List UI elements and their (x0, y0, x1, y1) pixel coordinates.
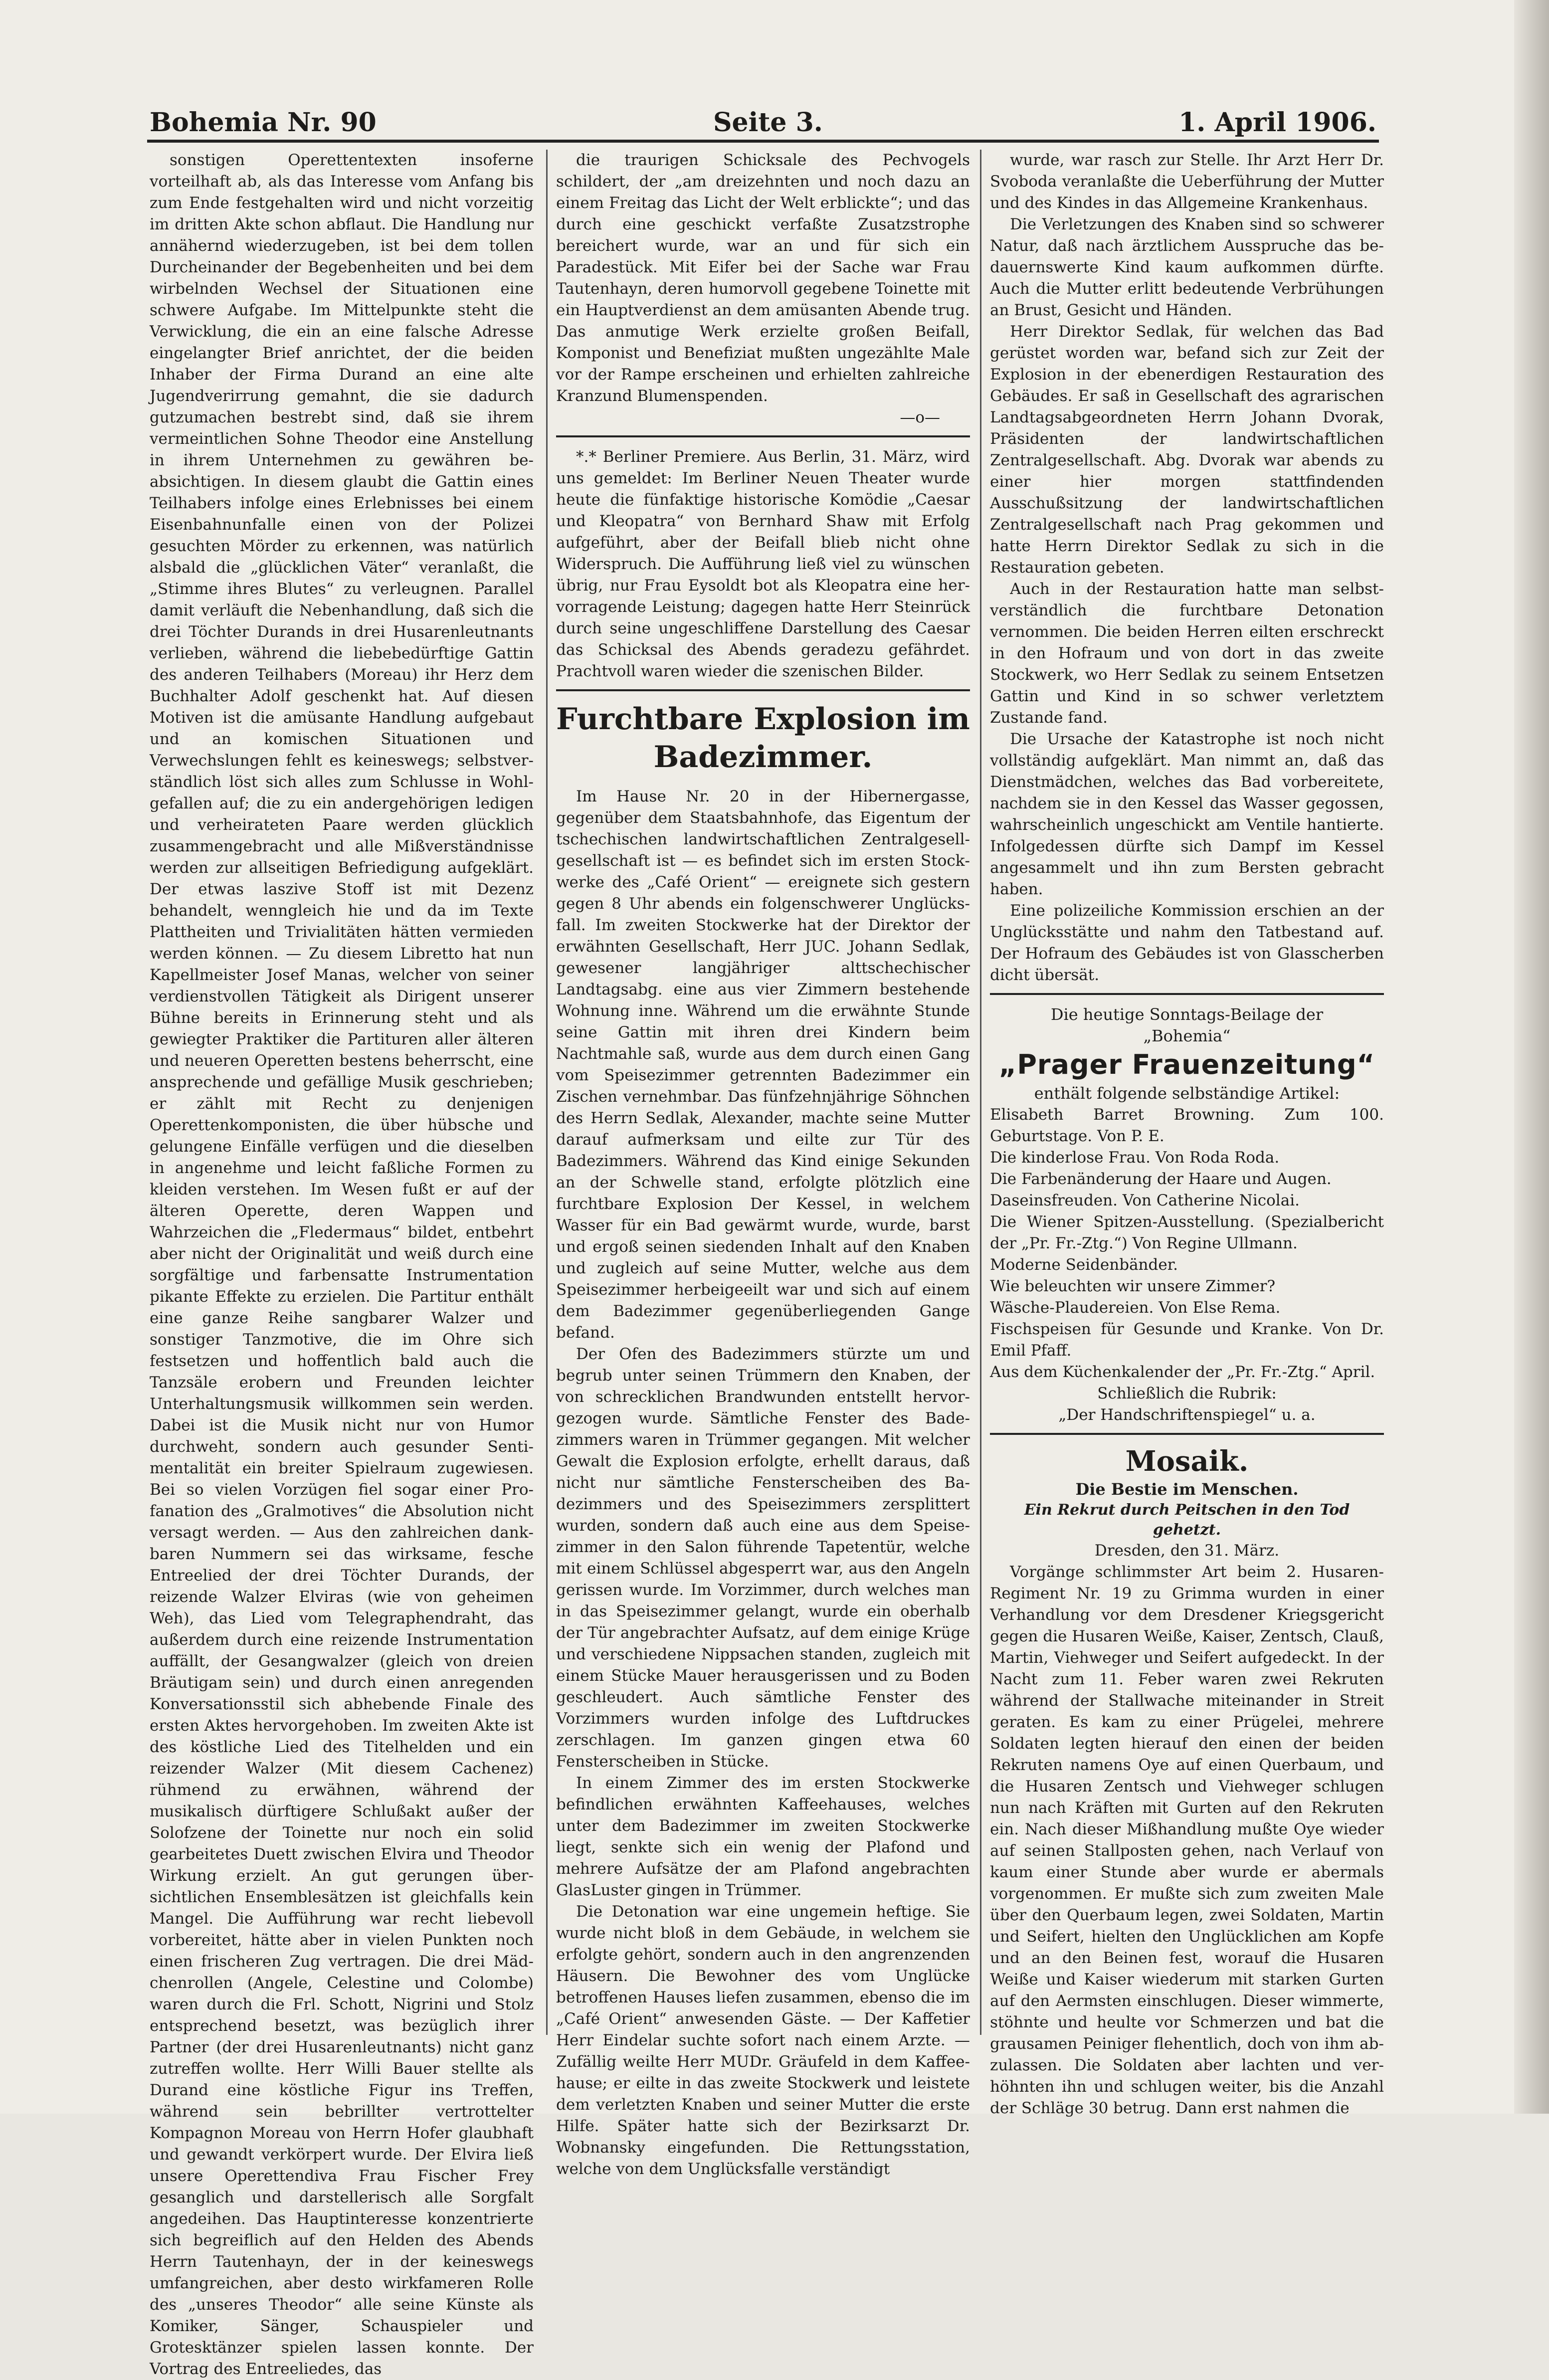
supplement-item: Elisabeth Barret Browning. Zum 100. Geburtstage. Von P. E. (990, 1106, 1384, 1145)
mosaik-section-title: Mosaik. (1125, 1445, 1249, 1478)
supplement-item: Die Wiener Spitzen-Ausstellung. (Spezialbericht der „Pr. Fr.-Ztg.“) Von Regine Ullmann. (990, 1213, 1384, 1252)
column-rule-2 (980, 150, 981, 2035)
mosaik-dateline: Dresden, den 31. März. (1094, 1542, 1280, 1560)
review-signature: —o— (900, 408, 940, 426)
supplement-item: Die Farbenänderung der Haare und Augen. (990, 1170, 1332, 1188)
column-3 (990, 150, 1384, 2117)
explosion-headline: Furchtbare Explosion im Badezimmer. (556, 702, 970, 775)
supplement-contents-intro: enthält folgende selbständige Artikel: (1034, 1084, 1340, 1103)
header-publication: Bohemia Nr. 90 (150, 107, 377, 138)
column-1 (150, 150, 534, 2378)
supplement-item: Wie beleuchten wir unsere Zimmer? (990, 1277, 1276, 1295)
supplement-closing: Schließlich die Rubrik: (1097, 1385, 1277, 1402)
section-divider (556, 435, 970, 437)
explosion-continued: Die Verletzungen des Knaben sind so schwerer Natur, daß nach ärztlichem Ausspruche das bedauernswerte Kind kaum aufkommen dürfte. Auch die Mutter erlitt bedeutende Verbrühungen an Brust, Gesicht und Händen. (990, 215, 1384, 319)
mosaik-article-title: Die Bestie im Menschen. (1075, 1480, 1299, 1499)
explosion-continued: Die Ursache der Katastrophe ist noch nicht vollständig aufgeklärt. Man nimmt an, daß das Dienstmädchen, welches das Bad vorbereitete, nachdem sie in den Kessel das Wasser gegossen, wahrscheinlich ungeschickt am Ventile hantierte. Infolgedessen dürfte sich Dampf im Kessel angesammelt und ihn zum Bersten gebracht haben. (990, 730, 1384, 898)
section-divider (990, 1433, 1384, 1435)
page-header (150, 107, 1376, 142)
supplement-item: Aus dem Küchenkalender der „Pr. Fr.-Ztg.“ April. (990, 1363, 1375, 1381)
header-page-number: Seite 3. (713, 107, 823, 138)
supplement-closing-rubric: „Der Handschriftenspiegel“ u. a. (1058, 1406, 1316, 1424)
supplement-title: „Prager Frauenzeitung“ (998, 1049, 1375, 1080)
explosion-paragraph: In einem Zimmer des im ersten Stockwerke befindlichen erwähnten Kaffeehauses, welches unter dem Badezimmer im zweiten Stockwerke liegt, senkte sich ein wenig der Plafond und mehrere Aufsätze der am Plafond angebrachten GlasLuster gingen in Trümmer. (556, 1774, 970, 1899)
header-date: 1. April 1906. (1178, 107, 1376, 138)
supplement-item: Daseinsfreuden. Von Catherine Nicolai. (990, 1191, 1300, 1209)
supplement-item: Fischspeisen für Gesunde und Kranke. Von Dr. Emil Pfaff. (990, 1320, 1384, 1360)
column-rule-1 (546, 150, 548, 2035)
header-rule (147, 140, 1379, 143)
explosion-continued: Auch in der Restauration hatte man selbstverständlich die furchtbare Detonation vernommen. Die beiden Herren eilten erschreckt in den Hofraum und von dort in das zweite Stockwerk, wo Herr Sedlak zu seinem Entsetzen Gattin und Kind in so schwer verletztem Zustande fand. (990, 580, 1384, 727)
operetta-review-end: die traurigen Schicksale des Pechvogels schildert, der „am dreizehnten und noch dazu an einem Freitag das Licht der Welt erblickte“; und das durch eine geschickt verfaßte Zusatzstrophe bereichert wurde, war an und für sich ein Paradestück. Mit Eifer bei der Sache war Frau Tautenhayn, deren humorvoll gegebene Toinette mit ein Hauptverdienst an dem amüsanten Abende trug. Das anmutige Werk erzielte großen Beifall, Komponist und Benefiziat mußten ungezählte Male vor der Rampe erscheinen und erhielten zahlreiche Kranzund Blumenspenden. (556, 151, 970, 405)
operetta-review-text: sonstigen Operettentexten insoferne vorteilhaft ab, als das Interesse vom Anfang bis zum Ende festgehalten wird und nicht vorzeitig im dritten Akte schon abflaut. Die Handlung nur annähernd wiederzugeben, ist bei dem tollen Durcheinander der Begebenheiten und bei dem wirbelnden Wechsel der Situationen eine schwere Aufgabe. Im Mittelpunkte steht die Verwicklung, die ein an eine falsche Adresse eingelangter Brief anrichtet, der die beiden Inhaber der Firma Durand an eine alte Jugendverirrung gemahnt, die sie dadurch gutzumachen bestrebt sind, daß sie ihrem vermeintlichen Sohne Theodor eine Anstellung in ihrem Unternehmen zu gewähren beabsichtigen. In diesem glaubt die Gattin eines Teilhabers infolge eines Erlebnisses bei einem Eisenbahnunfalle einen von der Polizei gesuchten Mörder zu erkennen, was natürlich alsbald die „glücklichen Väter“ veranlaßt, die „Stimme ihres Blutes“ zu verleugnen. Parallel damit verläuft die Nebenhandlung, daß sich die drei Töchter Durands in drei Husarenleutnants verlieben, während die liebebedürftige Gattin des anderen Teilhabers (Moreau) ihr Herz dem Buchhalter Adolf geschenkt hat. Auf diesen Motiven ist die amüsante Handlung aufgebaut und an komischen Situationen und Verwechslungen fehlt es keineswegs; selbstverständlich löst sich alles zum Schlusse in Wohlgefallen auf; die zu ein andergehörigen ledigen und verheirateten Paare werden glücklich zusammengebracht und alle Mißverständnisse werden zur allseitigen Befriedigung aufgeklärt. Der etwas laszive Stoff ist mit Dezenz behandelt, wenngleich hie und da im Texte Plattheiten und Trivialitäten hätten vermieden werden können. — Zu diesem Libretto hat nun Kapellmeister Josef Manas, welcher von seiner verdienstvollen Tätigkeit als Dirigent unserer Bühne bereits in Erinnerung steht und als gewiegter Praktiker die Partituren aller älteren und neueren Operetten bestens beherrscht, eine ansprechende und gefällige Musik geschrieben; er zählt mit Recht zu denjenigen Operettenkomponisten, die über hübsche und gelungene Einfälle verfügen und die dieselben in angenehme und leicht faßliche Formen zu kleiden verstehen. Im Wesen fußt er auf der älteren Operette, deren Wappen und Wahrzeichen die „Fledermaus“ bildet, entbehrt aber nicht der Originalität und weiß durch eine sorgfältige und farbensatte Instrumentation pikante Effekte zu erzielen. Die Partitur enthält eine ganze Reihe sangbarer Walzer und sonstiger Tanzmotive, die im Ohre sich festsetzen und hoffentlich bald auch die Tanzsäle erobern und Freunden leichter Unterhaltungsmusik willkommen sein werden. Dabei ist die Musik nicht nur von Humor durchweht, sondern auch gesunder Sentimentalität ein breiter Spielraum zugewiesen. Bei so vielen Vorzügen fiel sogar einer Profanation des „Gralmotives“ die Absolution nicht versagt werden. — Aus den zahlreichen dankbaren Nummern sei das wirksame, fesche Entreelied der drei Töchter Durands, der reizende Walzer Elviras (wie von geheimen Weh), das Lied vom Telegraphendraht, das außerdem durch eine reizende Instrumentation auffällt, der Gesangwalzer (gleich von dreien Bräutigam sein) und durch einen anregenden Konversationsstil sich abhebende Finale des ersten Aktes hervorgehoben. Im zweiten Akte ist des köstliche Lied des Titelhelden und ein reizender Walzer (Mit diesem Cachenez) rühmend zu erwähnen, während der musikalisch dürftigere Schlußakt außer der Solofzene der Toinette nur noch ein solid gearbeitetes Duett zwischen Elvira und Theodor Wirkung erzielt. An gut gerungen übersichtlichen Ensemblesätzen ist gleichfalls kein Mangel. Die Aufführung war recht liebevoll vorbereitet, hätte aber in vielen Punkten noch einen frischeren Zug vertragen. Die drei Mädchenrollen (Angele, Celestine und Colombe) waren durch die Frl. Schott, Nigrini und Stolz entsprechend besetzt, was bezüglich ihrer Partner (der drei Husarenleutnants) nicht ganz zutreffen wollte. Herr Willi Bauer stellte als Durand eine köstliche Figur ins Treffen, während sein bebrillter vertrottelter Kompagnon Moreau von Herrn Hofer glaubhaft und gewandt verkörpert wurde. Der Elvira ließ unsere Operettendiva Frau Fischer Frey gesanglich und darstellerisch alle Sorgfalt angedeihen. Das Hauptinteresse konzentrierte sich begreiflich auf den Helden des Abends Herrn Tautenhayn, der in der keineswegs umfangreichen, aber desto wirkfameren Rolle des „unseres Theodor“ alle seine Künste als Komiker, Sänger, Schauspieler und Grotesktänzer spielen lassen konnte. Der Vortrag des Entreeliedes, das (150, 151, 534, 2378)
supplement-intro-publication: „Bohemia“ (1143, 1026, 1231, 1045)
explosion-paragraph: Im Hause Nr. 20 in der Hibernergasse, gegenüber dem Staatsbahnhofe, das Eigentum der tschechischen landwirtschaftlichen Zentralgesellgesellschaft ist — es befindet sich im ersten Stockwerke des „Café Orient“ — ereignete sich gestern gegen 8 Uhr abends ein folgenschwerer Unglücksfall. Im zweiten Stockwerke hat der Direktor der erwähnten Gesellschaft, Herr JUC. Johann Sedlak, gewesener langjähriger alttschechischer Landtagsabg. eine aus vier Zimmern bestehende Wohnung inne. Während um die erwähnte Stunde seine Gattin mit ihren drei Kindern beim Nachtmahle saß, wurde aus dem durch einen Gang vom Speisezimmer getrennten Badezimmer ein Zischen vernehmbar. Das fünfzehnjährige Söhnchen des Herrn Sedlak, Alexander, machte seine Mutter darauf aufmerksam und eilte zur Tür des Badezimmers. Während das Kind einige Sekunden an der Schwelle stand, erfolgte plötzlich eine furchtbare Explosion Der Kessel, in welchem Wasser für ein Bad gewärmt wurde, wurde, barst und ergoß seinen siedenden Inhalt auf den Knaben und zugleich auf seine Mutter, welche aus dem Speisezimmer herbeigeeilt war und sich auf einem dem Badezimmer gegenüberliegenden Gange befand. (556, 788, 970, 1342)
explosion-paragraph: Die Detonation war eine ungemein heftige. Sie wurde nicht bloß in dem Gebäude, in welchem sie erfolgte gehört, sondern auch in den angrenzenden Häusern. Die Bewohner des vom Unglücke betroffenen Hauses liefen zusammen, ebenso die im „Café Orient“ anwesenden Gäste. — Der Kaffetier Herr Eindelar suchte sofort nach einem Arzte. — Zufällig weilte Herr MUDr. Gräufeld in dem Kaffeehause; er eilte in das zweite Stockwerk und leistete dem verletzten Knaben und seiner Mutter die erste Hilfe. Später hatte sich der Bezirksarzt Dr. Wobnansky eingefunden. Die Rettungsstation, welche von dem Unglücksfalle verständigt (556, 1903, 970, 2178)
explosion-continued: wurde, war rasch zur Stelle. Ihr Arzt Herr Dr. Svoboda veranlaßte die Ueberführung der Mutter und des Kindes in das Allgemeine Krankenhaus. (990, 151, 1384, 212)
mosaik-article-subtitle: Ein Rekrut durch Peitschen in den Tod gehetzt. (1024, 1501, 1350, 1539)
supplement-announcement (990, 1004, 1384, 1426)
explosion-continued: Herr Direktor Sedlak, für welchen das Bad gerüstet worden war, befand sich zur Zeit der Explosion in der ebenerdigen Restauration des Gebäudes. Er saß in Gesellschaft des agrarischen Landtagsabgeordneten Herrn Johann Dvorak, Präsidenten der landwirtschaftlichen Zentralgesellschaft. Abg. Dvorak war abends zu einer hier morgen stattfindenden Ausschußsitzung der landwirtschaftlichen Zentralgesellschaft nach Prag gekommen und hatte Herrn Direktor Sedlak zu sich in die Restauration gebeten. (990, 323, 1384, 577)
column-2 (556, 150, 970, 2178)
section-divider (990, 993, 1384, 995)
berlin-premiere-article: *.* Berliner Premiere. Aus Berlin, 31. März, wird uns gemeldet: Im Berliner Neuen Theater wurde heute die fünfaktige historische Komödie „Caesar und Kleopatra“ von Bernhard Shaw mit Erfolg aufgeführt, aber der Beifall blieb nicht ohne Widerspruch. Die Aufführung ließ viel zu wünschen übrig, nur Frau Eysoldt bot als Kleopatra eine hervorragende Leistung; dagegen hatte Herr Steinrück durch seine ungeschliffene Darstellung des Caesar das Schicksal des Abends geradezu gefährdet. Prachtvoll waren wieder die szenischen Bilder. (556, 448, 970, 680)
supplement-item: Wäsche-Plaudereien. Von Else Rema. (990, 1299, 1281, 1317)
page-edge-shadow (1514, 0, 1549, 2114)
explosion-continued: Eine polizeiliche Kommission erschien an der Unglücksstätte und nahm den Tatbestand auf. Der Hofraum des Gebäudes ist von Glasscherben dicht übersät. (990, 902, 1384, 984)
mosaik-article-text: Vorgänge schlimmster Art beim 2. Husaren-Regiment Nr. 19 zu Grimma wurden in einer Verhandlung vor dem Dresdener Kriegsgericht gegen die Husaren Weiße, Kaiser, Zentsch, Clauß, Martin, Viehweger und Seifert aufgedeckt. In der Nacht zum 11. Feber waren zwei Rekruten während der Stallwache miteinander in Streit geraten. Es kam zu einer Prügelei, mehrere Soldaten legten hierauf den einen der beiden Rekruten namens Oye auf einen Querbaum, und die Husaren Zentsch und Viehweger schlugen nun nach Kräften mit Gurten auf den Rekruten ein. Nach dieser Mißhandlung mußte Oye wieder auf seinen Stallposten gehen, nach Verlauf von kaum einer Stunde aber wurde er abermals vorgenommen. Er mußte sich zum zweiten Male über den Querbaum legen, zwei Soldaten, Martin und Seifert, hielten den Unglücklichen am Kopfe und an den Beinen fest, worauf die Husaren Weiße und Kaiser wiederum mit starken Gurten auf den Aermsten einschlugen. Dieser wimmerte, stöhnte und heulte vor Schmerzen und bat die grausamen Peiniger flehentlich, doch von ihm abzulassen. Die Soldaten aber lachten und verhöhnten ihn und schlugen weiter, bis die Anzahl der Schläge 30 betrug. Dann erst nahmen die (990, 1563, 1384, 2117)
supplement-item: Die kinderlose Frau. Von Roda Roda. (990, 1149, 1280, 1167)
supplement-item: Moderne Seidenbänder. (990, 1256, 1178, 1274)
section-divider (556, 689, 970, 691)
supplement-intro: Die heutige Sonntags-Beilage der (1050, 1005, 1324, 1024)
explosion-paragraph: Der Ofen des Badezimmers stürzte um und begrub unter seinen Trümmern den Knaben, der von schrecklichen Brandwunden entstellt hervorgezogen wurde. Sämtliche Fenster des Badezimmers waren in Trümmer gegangen. Mit welcher Gewalt die Explosion erfolgte, erhellt daraus, daß nicht nur sämtliche Fensterscheiben des Badezimmers und des Speisezimmers zersplittert wurden, sondern daß auch eine aus dem Speisezimmer in den Salon führende Tapetentür, welche mit einem Schlüssel abgesperrt war, aus den Angeln gerissen wurde. Im Vorzimmer, durch welches man in das Speisezimmer gelangt, wurde ein oberhalb der Tür angebrachter Aufsatz, auf dem einige Krüge und verschiedene Nippsachen standen, zugleich mit einem Stücke Mauer herausgerissen und zu Boden geschleudert. Auch sämtliche Fenster des Vorzimmers wurden infolge des Luftdruckes zerschlagen. Im ganzen gingen etwa 60 Fensterscheiben in Stücke. (556, 1345, 970, 1771)
